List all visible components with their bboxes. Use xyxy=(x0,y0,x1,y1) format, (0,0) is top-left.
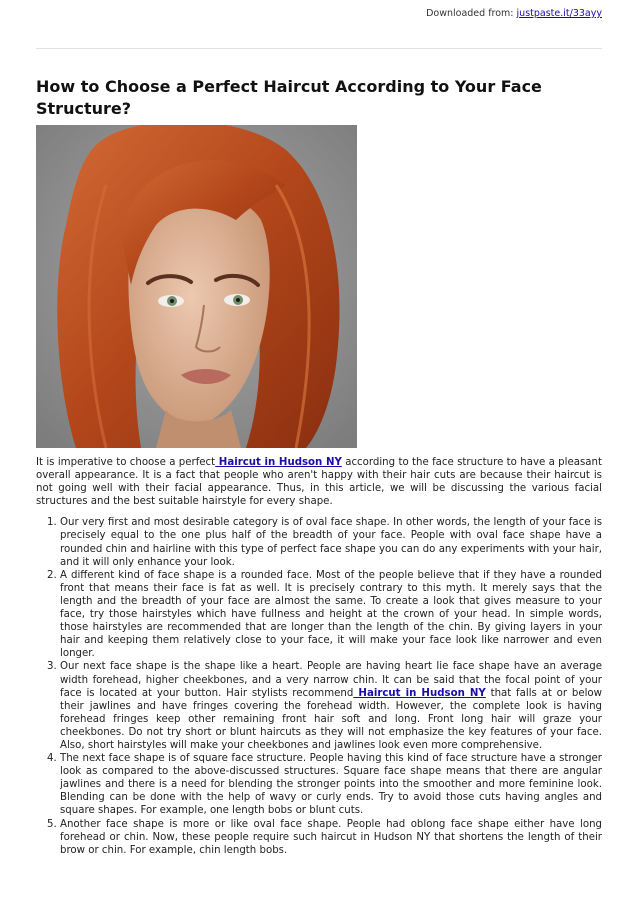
article-photo xyxy=(36,125,357,448)
haircut-link[interactable]: Haircut in Hudson NY xyxy=(215,457,342,468)
header-divider xyxy=(36,48,602,49)
download-source-link[interactable]: justpaste.it/33ayy xyxy=(516,8,602,19)
haircut-link[interactable]: Haircut in Hudson NY xyxy=(353,687,486,699)
list-item xyxy=(60,660,602,752)
list-item: 2. A different kind of face shape is a rounded face. Most of the people believe that if they have a rounded front that means their face is fat as well. It is precisely contrary to this myth. It merely says that the length and the breadth of your face are almost the same. To create a look that gives measure to your face, try those hairstyles which have fullness and height at the crown of your head. In simple words, those hairstyles are recommended that are longer than the length of the chin. By giving layers in your hair and keeping them relatively close to your face, it will make your face look like narrower and even longer. xyxy=(60,569,602,661)
list-item: 1. Our very first and most desirable category is of oval face shape. In other words, the length of your face is precisely equal to the one plus half of the breadth of your face. People with oval face shape have a rounded chin and hairline with this type of perfect face shape you can do any experiments with your hair, and it will only enhance your look. xyxy=(60,516,602,568)
article-title: How to Choose a Perfect Haircut According to Your Face Structure? xyxy=(36,77,542,118)
list-item-text-end: that falls at or below their jawlines and have fringes covering the forehead width. However, the complete look is having forehead fringes keep other remaining front hair soft and long. Front long hair will graze your cheekbones. Do not try short or blunt haircuts as they will not emphasize the key features of your face. Also, short hairstyles will make your cheekbones and jawlines look even more comprehensive. xyxy=(60,687,602,751)
article-body xyxy=(36,456,602,857)
list-item: 5. Another face shape is more or like oval face shape. People had oblong face shape either have long forehead or chin. Now, these people require such haircut in Hudson NY that shortens the length of their brow or chin. For example, chin length bobs. xyxy=(60,818,602,857)
list-item-text-start: Our next face shape is the shape like a heart. People are having heart lie face shape have an average width forehead, higher cheekbones, and a very narrow chin. It can be said that the focal point of your face is located at your button. Hair stylists recommend xyxy=(60,661,602,699)
download-source-line xyxy=(36,8,602,30)
download-source-label: Downloaded from: xyxy=(426,8,514,19)
face-shape-list xyxy=(36,516,602,856)
intro-text-end: according to the face structure to have a pleasant overall appearance. It is a fact that people who aren't happy with their hair cuts are because their haircut is not going well with their facial appearance. Thus, in this article, we will be discussing the various facial structures and the best suitable hairstyle for every shape. xyxy=(36,457,602,508)
intro-text-start: It is imperative to choose a perfect xyxy=(36,457,216,468)
intro-paragraph xyxy=(36,456,602,508)
list-item: 4. The next face shape is of square face structure. People having this kind of face structure have a stronger look as compared to the above-discussed structures. Square face shape means that there are angular jawlines and there is a need for blending the stronger points into the smoother and more feminine look. Blending can be done with the help of wavy or curly ends. Try to avoid those cuts having angles and square shapes. For example, one length bobs or blunt cuts. xyxy=(60,752,602,817)
